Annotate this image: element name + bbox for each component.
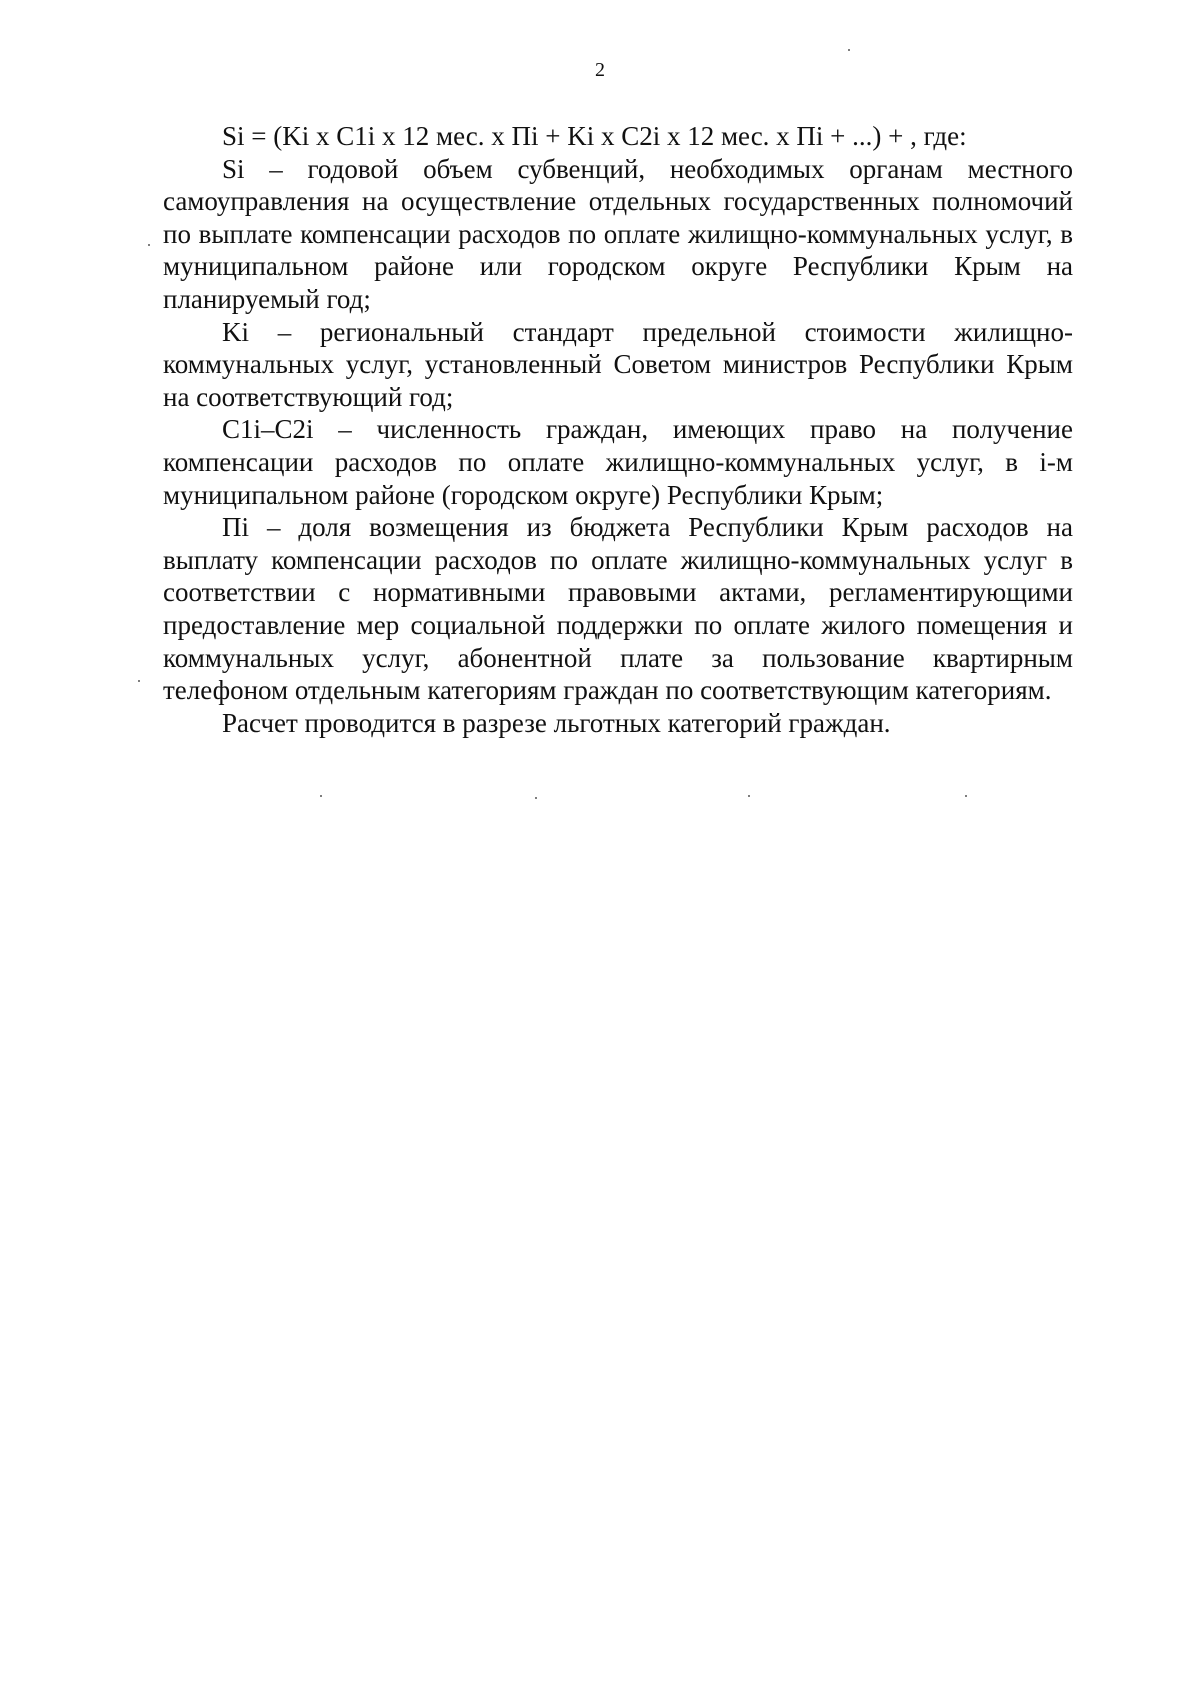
formula-line: Si = (Ki x C1i x 12 мес. x Пi + Ki x C2i x 12 мес. x Пi + ...) + , где: [222,121,967,151]
calculation-note: Расчет проводится в разрезе льготных категорий граждан. [222,707,891,738]
scan-speck [148,244,150,246]
scan-speck [320,795,322,797]
scan-speck [535,797,537,799]
definition-c1i-c2i: C1i–C2i – численность граждан, имеющих право на получение компенсации расходов по оплате жилищно-коммунальных услуг, в i-м муниципальном районе (городском округе) Республики Крым; [163,414,1073,510]
scan-speck [848,49,850,51]
scan-speck [748,795,750,797]
scan-speck [138,680,140,682]
definition-pi: Пi – доля возмещения из бюджета Республики Крым расходов на выплату компенсации расходов по оплате жилищно-коммунальных услуг в соответствии с нормативными правовыми актами, регламентирующими предоставление мер социальной поддержки по оплате жилого помещения и коммунальных услуг, абонентной плате за пользование квартирным телефоном отдельным категориям граждан по соответствующим категориям. [163,512,1073,706]
scan-speck [965,795,967,797]
definition-si: Si – годовой объем субвенций, необходимых органам местного самоуправления на осуществление отдельных государственных полномочий по выплате компенсации расходов по оплате жилищно-коммунальных услуг, в муниципальном районе или городском округе Республики Крым на планируемый год; [163,153,1073,314]
document-body [163,120,1073,739]
definition-ki: Ki – региональный стандарт предельной стоимости жилищно-коммунальных услуг, установленный Советом министров Республики Крым на соответствующий год; [163,316,1073,412]
page-number: 2 [595,59,605,81]
